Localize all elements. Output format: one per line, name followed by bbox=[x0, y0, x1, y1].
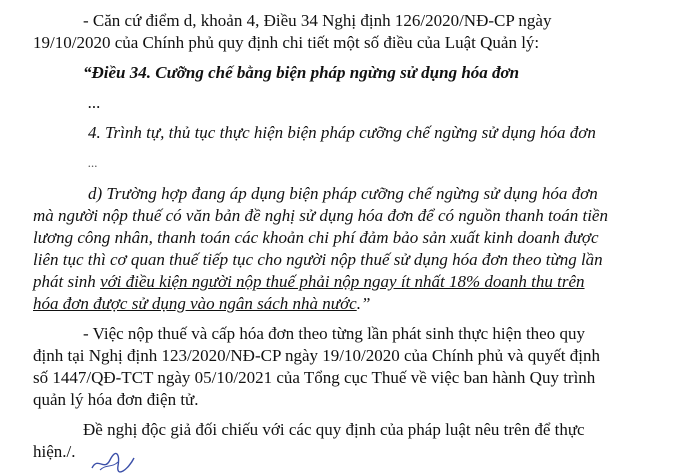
item-4: 4. Trình tự, thủ tục thực hiện biện pháp cưỡng chế ngừng sử dụng hóa đơn bbox=[88, 123, 596, 142]
item-d-line-2: mà người nộp thuế có văn bản đề nghị sử dụng hóa đơn để có nguồn thanh toán tiền bbox=[33, 206, 608, 225]
item-d-line-4: liên tục thì cơ quan thuế tiếp tục cho người nộp thuế sử dụng hóa đơn theo từng lần bbox=[33, 250, 603, 269]
p2-line-3: số 1447/QĐ-TCT ngày 05/10/2021 của Tổng cục Thuế về việc ban hành Quy trình bbox=[33, 368, 596, 387]
p1-line-1: - Căn cứ điểm d, khoản 4, Điều 34 Nghị định 126/2020/NĐ-CP ngày bbox=[83, 11, 552, 30]
quote-heading: “Điều 34. Cưỡng chế bằng biện pháp ngừng sử dụng hóa đơn bbox=[83, 63, 520, 82]
item-d-line-1: d) Trường hợp đang áp dụng biện pháp cưỡng chế ngừng sử dụng hóa đơn bbox=[88, 184, 598, 203]
item-d-underlined-1: với điều kiện người nộp thuế phải nộp ngay ít nhất 18% doanh thu trên bbox=[100, 272, 585, 291]
p3-line-2: hiện./. bbox=[33, 442, 76, 461]
item-d-line-5-start: phát sinh bbox=[33, 272, 101, 291]
p2-line-1: - Việc nộp thuế và cấp hóa đơn theo từng lần phát sinh thực hiện theo quy bbox=[83, 324, 585, 343]
p1-line-2: 19/10/2020 của Chính phủ quy định chi tiết một số điều của Luật Quản lý: bbox=[33, 33, 540, 52]
item-d-line-3: lương công nhân, thanh toán các khoản chi phí đảm bảo sản xuất kinh doanh được bbox=[33, 228, 599, 247]
ellipsis-1: ... bbox=[88, 93, 101, 112]
signature-mark bbox=[88, 450, 138, 475]
ellipsis-2: ... bbox=[88, 155, 98, 170]
p3-line-1: Đề nghị độc giả đối chiếu với các quy định của pháp luật nêu trên để thực bbox=[83, 420, 585, 439]
item-d-line-5 bbox=[33, 271, 585, 293]
p2-line-2: định tại Nghị định 123/2020/NĐ-CP ngày 19/10/2020 của Chính phủ và quyết định bbox=[33, 346, 600, 365]
p2-line-4: quản lý hóa đơn điện tử. bbox=[33, 390, 199, 409]
item-d-underlined-2: hóa đơn được sử dụng vào ngân sách nhà nước bbox=[33, 294, 357, 313]
item-d-line-6-end: .” bbox=[356, 294, 371, 313]
item-d-line-6 bbox=[33, 293, 370, 315]
